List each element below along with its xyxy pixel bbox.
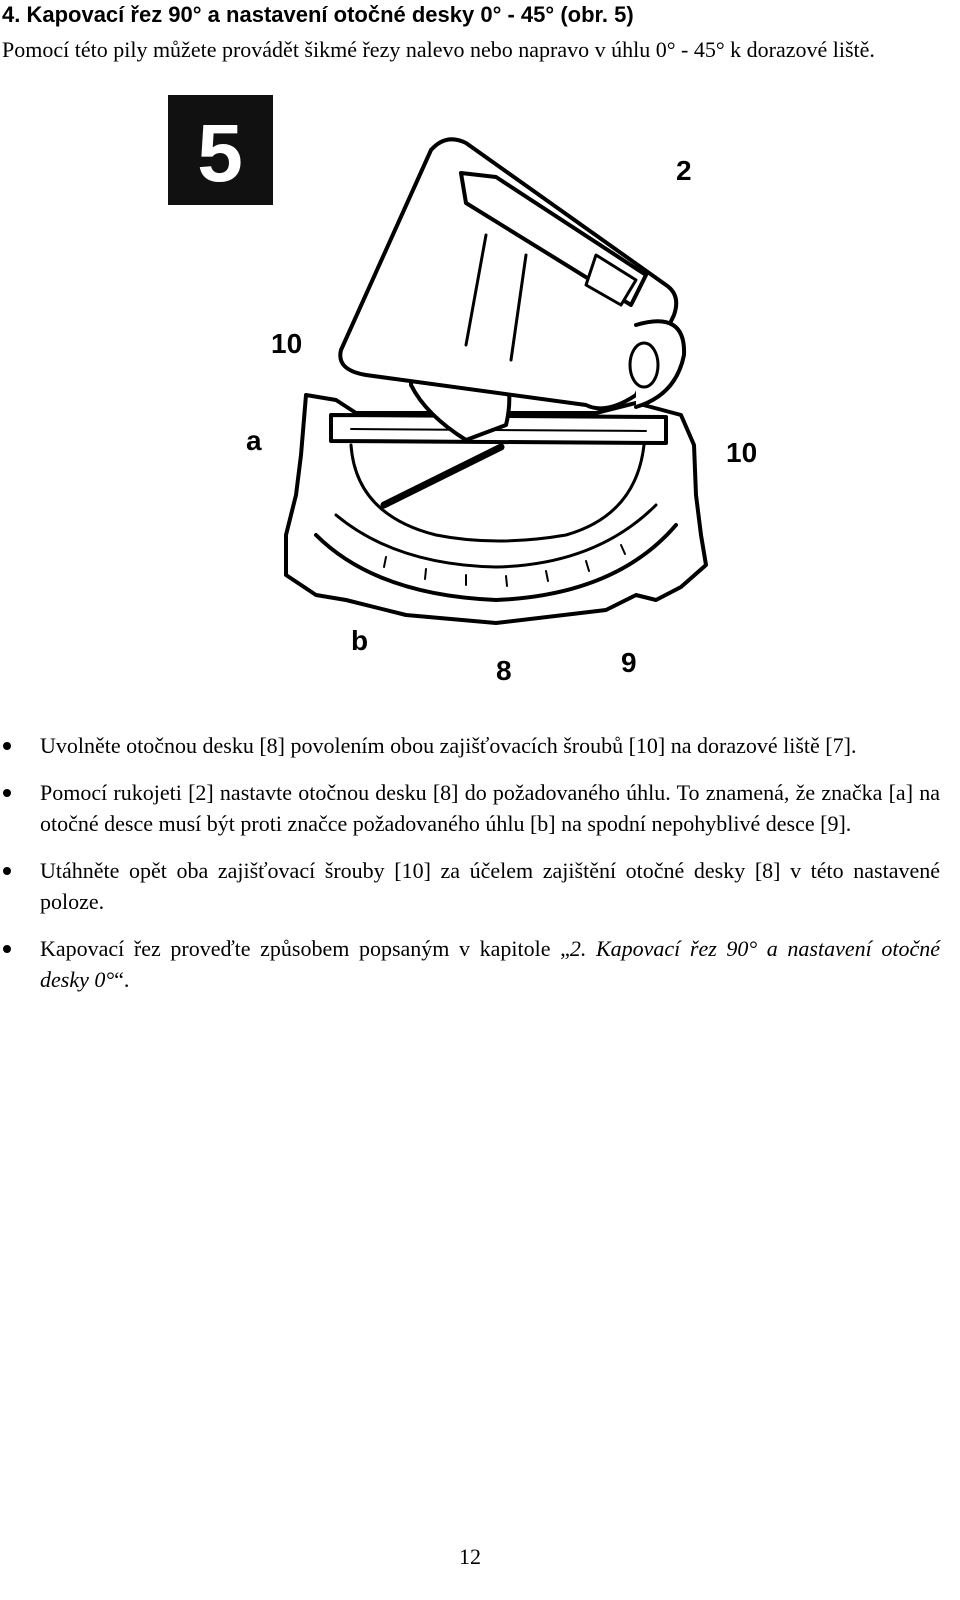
chapter-reference: 2. Kapovací řez 90° a nastavení otočné desky 0° xyxy=(40,936,940,992)
bullet-icon xyxy=(3,867,11,875)
table-handle xyxy=(384,447,501,505)
figure-5-miter-saw xyxy=(166,95,772,697)
label-10-right: 10 xyxy=(726,437,758,468)
bullet-icon xyxy=(3,945,11,953)
miter-saw-illustration xyxy=(166,95,772,697)
list-item-text-after: “. xyxy=(114,967,130,992)
label-8: 8 xyxy=(496,655,512,686)
list-item xyxy=(0,855,940,917)
list-item xyxy=(0,777,940,839)
list-item-text: Utáhněte opět oba zajišťovací šrouby [10] za účelem zajištění otočné desky [8] v této nastavené poloze. xyxy=(40,858,940,914)
list-item xyxy=(0,730,940,761)
section-heading: 4. Kapovací řez 90° a nastavení otočné desky 0° - 45° (obr. 5) xyxy=(2,2,634,27)
label-2: 2 xyxy=(676,155,692,186)
list-item xyxy=(0,933,940,995)
motor-end-cap xyxy=(636,321,684,407)
instruction-list xyxy=(0,730,940,1011)
list-item-text-before: Kapovací řez proveďte způsobem popsaným v kapitole „ xyxy=(40,936,570,961)
label-9: 9 xyxy=(621,647,637,678)
bullet-icon xyxy=(3,742,11,750)
bullet-icon xyxy=(3,789,11,797)
label-10-left: 10 xyxy=(271,328,303,359)
intro-paragraph: Pomocí této pily můžete provádět šikmé řezy nalevo nebo napravo v úhlu 0° - 45° k dorazové liště. xyxy=(2,37,875,62)
label-b: b xyxy=(351,625,369,656)
figure-number: 5 xyxy=(197,108,243,199)
list-item-text: Uvolněte otočnou desku [8] povolením obou zajišťovacích šroubů [10] na dorazové liště [7]. xyxy=(40,733,857,758)
page-number: 12 xyxy=(459,1544,481,1569)
rotary-table xyxy=(351,445,644,541)
list-item-text: Pomocí rukojeti [2] nastavte otočnou desku [8] do požadovaného úhlu. To znamená, že značka [a] na otočné desce musí být proti značce požadovaného úhlu [b] na spodní nepohyblivé desce [9]. xyxy=(40,780,940,836)
label-a: a xyxy=(246,425,262,456)
